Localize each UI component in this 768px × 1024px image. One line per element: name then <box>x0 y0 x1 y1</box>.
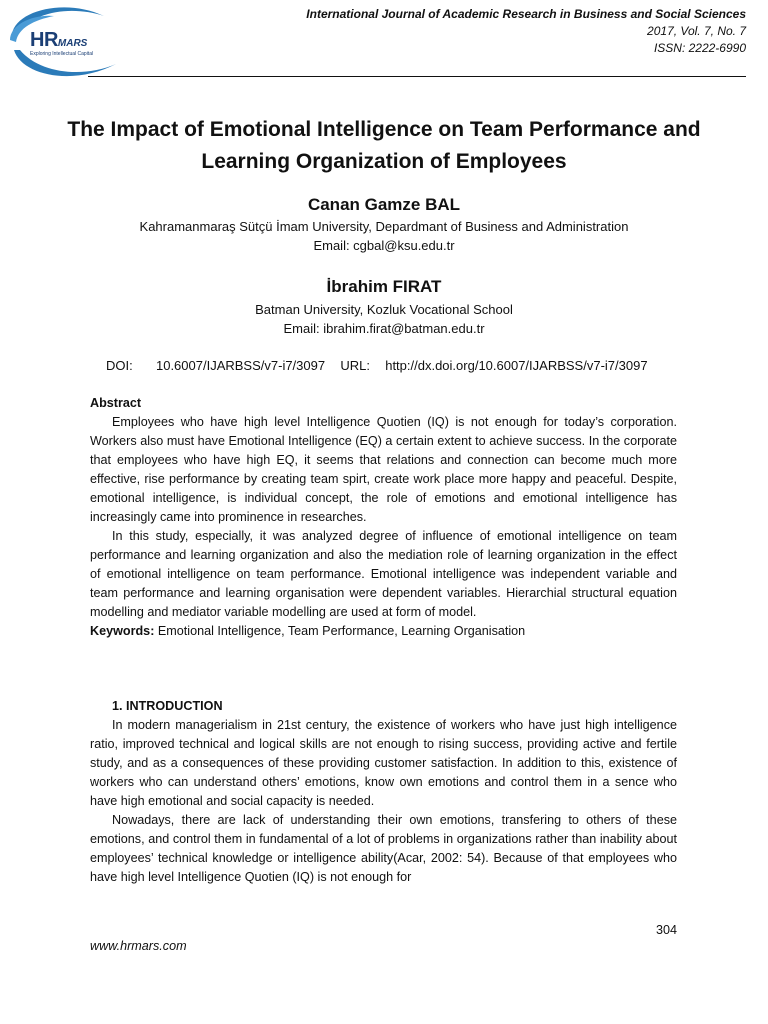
logo-tagline: Exploring Intellectual Capital <box>30 51 94 57</box>
abstract-heading: Abstract <box>90 396 142 410</box>
introduction-section <box>90 697 677 887</box>
abstract-section <box>90 394 677 641</box>
doi-line <box>106 358 648 373</box>
doi-url-link[interactable]: http://dx.doi.org/10.6007/IJARBSS/v7-i7/3097 <box>385 358 648 373</box>
author-name-1: Canan Gamze BAL <box>307 195 461 214</box>
introduction-paragraph-2: Nowadays, there are lack of understanding their own emotions, transfering to others of these emotions, and control them in fundamental of a lot of problems in organizations rather than inability about employees’ technical knowledge or intelligence ability(Acar, 2002: 54). Because of that employees who have high level Intelligence Quotien (IQ) is not enough for <box>90 813 677 884</box>
keywords-label: Keywords: <box>90 624 155 638</box>
doi-value[interactable]: 10.6007/IJARBSS/v7-i7/3097 <box>155 358 326 373</box>
introduction-paragraph-1: In modern managerialism in 21st century, the existence of workers who have just high intelligence ratio, improved technical and logical skills are not enough to rising success, providing active and fertile study, and as a consequences of these providing customer satisfaction. In addition to this, existence of workers who can understand others’ emotions, know own emotions and control them in a sence who have high emotional and social capacity is needed. <box>90 718 677 808</box>
journal-info <box>306 6 746 57</box>
author-name-2: İbrahim FIRAT <box>326 277 442 296</box>
journal-name: International Journal of Academic Research in Business and Social Sciences <box>306 7 746 21</box>
abstract-paragraph-1: Employees who have high level Intelligence Quotien (IQ) is not enough for today’s corporation. Workers also must have Emotional Intelligence (EQ) a certain extent to achieve success. In the corporate that employees who have high EQ, it seems that relations and connection can become much more effective, rise performance by creating team spirt, create work place more happy and peaceful. Despite, emotional intelligence, is individual concept, the role of emotions and emotional intelligence has increasingly came into prominence in researches. <box>90 415 677 524</box>
page-number: 304 <box>656 923 678 937</box>
hrmars-logo <box>4 4 119 80</box>
doi-label: DOI: <box>106 358 133 373</box>
footer-website-link[interactable]: www.hrmars.com <box>90 939 187 953</box>
journal-issn: ISSN: 2222-6990 <box>653 41 746 55</box>
url-label: URL: <box>340 358 370 373</box>
abstract-paragraph-2: In this study, especially, it was analyzed degree of influence of emotional intelligence on team performance and learning organization and also the mediation role of learning organization in the effect of emotional intelligence on team performance. Emotional intelligence was independent variable and team performance and learning organisation were dependent variables. Hierarchial structural equation modelling and mediator variable modelling are used at form of model. <box>90 529 677 619</box>
author-affiliation-1: Kahramanmaraş Sütçü İmam University, Depardmant of Business and Administration <box>139 219 629 234</box>
author-affiliation-2: Batman University, Kozluk Vocational School <box>255 302 513 317</box>
introduction-heading: 1. INTRODUCTION <box>112 699 223 713</box>
journal-volume: 2017, Vol. 7, No. 7 <box>647 24 746 38</box>
header-divider <box>88 76 746 77</box>
logo-wordmark: HRMARS <box>30 29 88 51</box>
author-email-2: Email: ibrahim.firat@batman.edu.tr <box>283 321 485 336</box>
keywords-text: Emotional Intelligence, Team Performance, Learning Organisation <box>157 624 526 638</box>
paper-title: The Impact of Emotional Intelligence on Team Performance and Learning Organization of Employees <box>67 118 701 173</box>
keywords-line <box>90 622 677 641</box>
author-email-1: Email: cgbal@ksu.edu.tr <box>313 238 455 253</box>
